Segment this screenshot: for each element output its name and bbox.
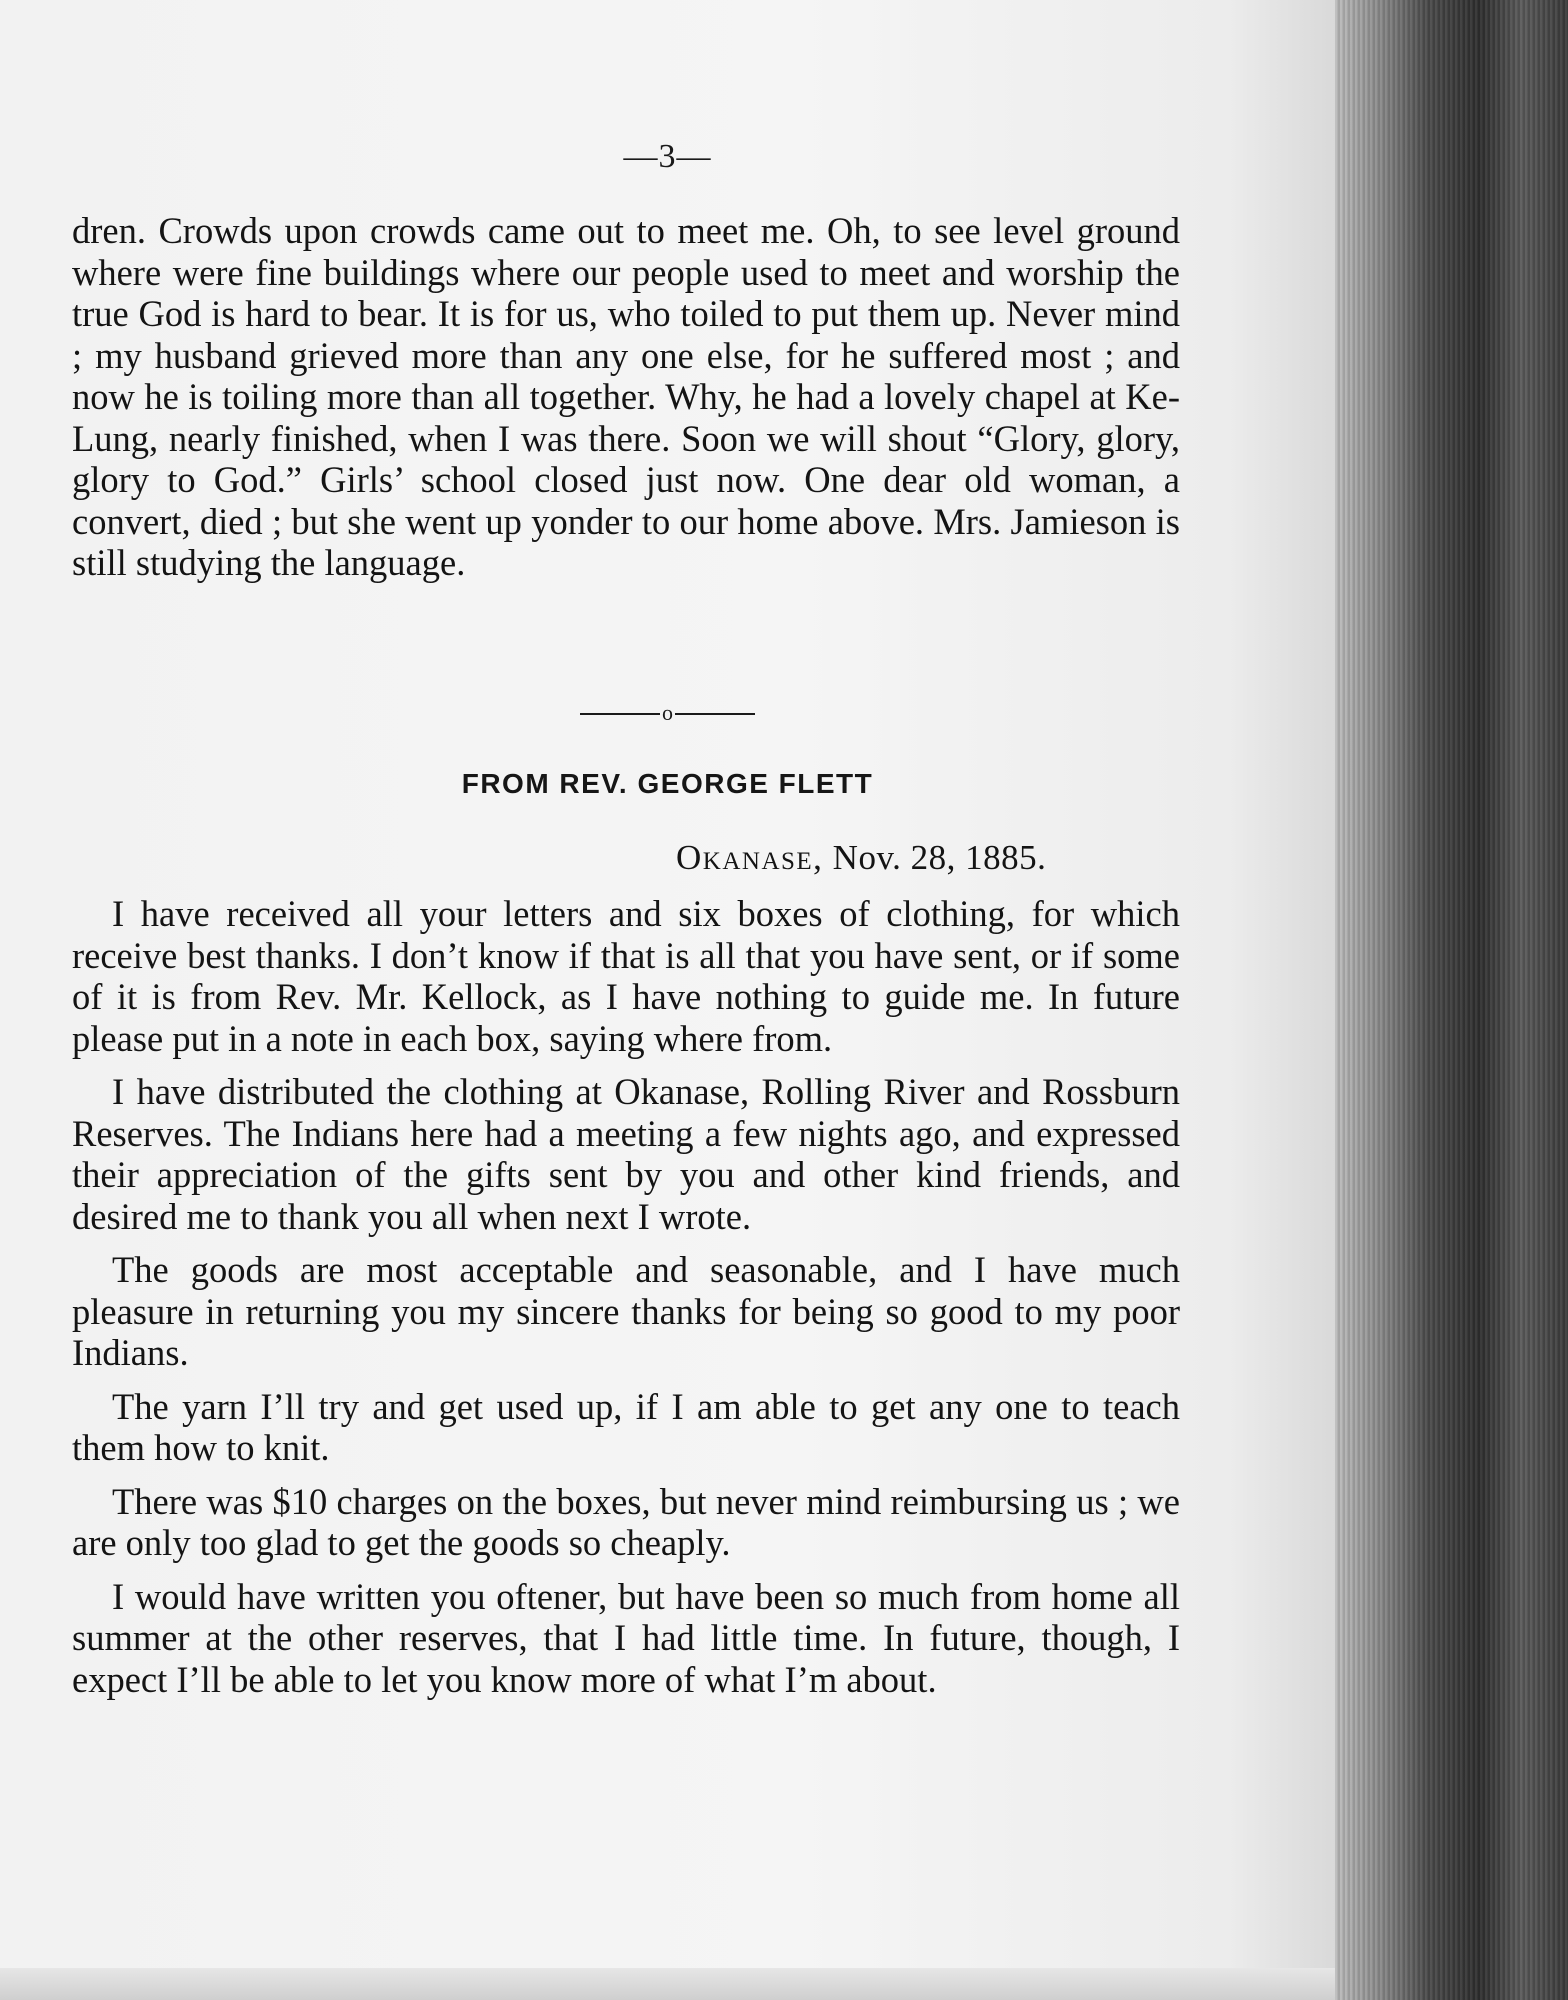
dateline-place: Okanase, (676, 838, 824, 877)
letter-paragraph: I have distributed the clothing at Okanase, Rolling River and Rossburn Reserves. The Indians here had a meeting a few nights ago, and expressed their appreciation of the gifts sent by you and other kind friends, and desired me to thank you all when next I wrote. (72, 1071, 1180, 1237)
letter-paragraph: The yarn I’ll try and get used up, if I am able to get any one to teach them how to knit. (72, 1385, 1180, 1468)
continued-paragraph: dren. Crowds upon crowds came out to meet me. Oh, to see level ground where were fine buildings where our people used to meet and worship the true God is hard to bear. It is for us, who toiled to put them up. Never mind ; my husband grieved more than any one else, for he suffered most ; and now he is toiling more than all together. Why, he had a lovely chapel at Ke-Lung, nearly finished, when I was there. Soon we will shout “Glory, glory, glory to God.” Girls’ school closed just now. One dear old woman, a convert, died ; but she went up yonder to our home above. Mrs. Jamieson is still studying the language. (72, 210, 1180, 583)
page-bottom-shadow (0, 1968, 1335, 2000)
divider-rule-right (675, 713, 755, 715)
section-divider (0, 700, 1335, 727)
divider-rule-left (580, 713, 660, 715)
continued-paragraph-block (72, 210, 1180, 584)
divider-mark: o (662, 700, 673, 725)
letter-paragraph: The goods are most acceptable and seasonable, and I have much pleasure in returning you my sincere thanks for being so good to my poor Indians. (72, 1249, 1180, 1373)
letter-paragraph: I have received all your letters and six boxes of clothing, for which receive best thanks. I don’t know if that is all that you have sent, or if some of it is from Rev. Mr. Kellock, as I have nothing to guide me. In future please put in a note in each box, saying where from. (72, 893, 1180, 1059)
letter-body (72, 893, 1180, 1700)
book-page-edge (1335, 0, 1568, 2000)
letter-dateline (676, 838, 1046, 878)
letter-paragraph: I would have written you oftener, but have been so much from home all summer at the other reserves, that I had little time. In future, though, I expect I’ll be able to let you know more of what I’m about. (72, 1575, 1180, 1700)
letter-heading: FROM REV. GEORGE FLETT (461, 768, 874, 799)
letter-paragraph: There was $10 charges on the boxes, but never mind reimbursing us ; we are only too glad to get the goods so cheaply. (72, 1480, 1180, 1563)
dateline-date: Nov. 28, 1885. (832, 838, 1047, 877)
page-number: —3— (623, 138, 712, 175)
